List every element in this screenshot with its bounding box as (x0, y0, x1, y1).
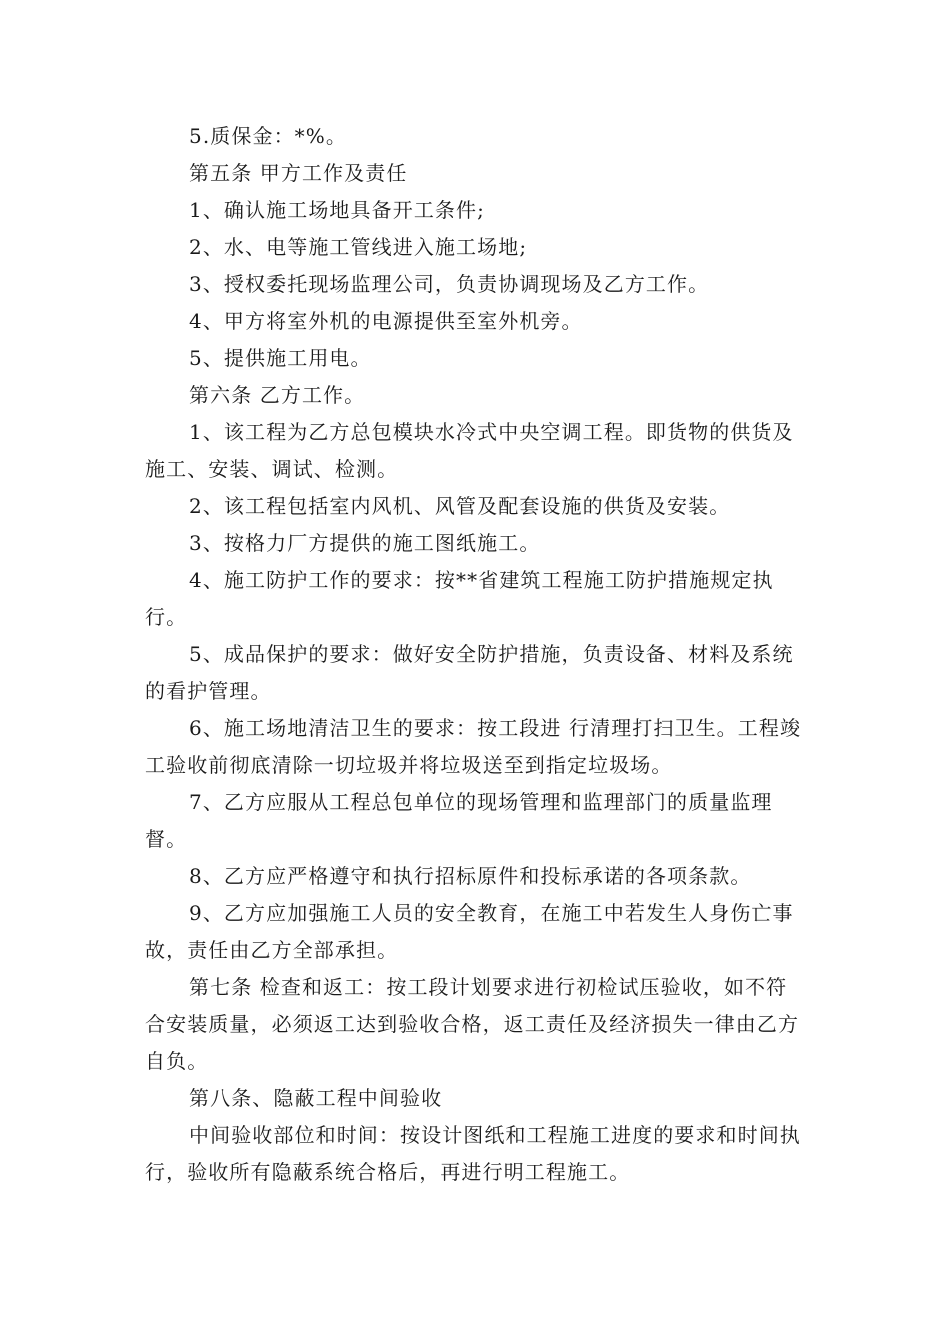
paragraph-a8-intermediate-inspection: 中间验收部位和时间：按设计图纸和工程施工进度的要求和时间执行，验收所有隐蔽系统合格后，再进行明工程施工。 (145, 1123, 801, 1184)
paragraph-a6-item-4: 4、施工防护工作的要求：按**省建筑工程施工防护措施规定执行。 (145, 568, 774, 629)
paragraph-a6-item-1: 1、该工程为乙方总包模块水冷式中央空调工程。即货物的供货及施工、安装、调试、检测。 (145, 420, 794, 481)
paragraph-a6-item-2: 2、该工程包括室内风机、风管及配套设施的供货及安装。 (189, 494, 731, 518)
heading-article-8: 第八条、隐蔽工程中间验收 (189, 1086, 443, 1110)
paragraph-a6-item-9: 9、乙方应加强施工人员的安全教育，在施工中若发生人身伤亡事故，责任由乙方全部承担。 (145, 901, 794, 962)
paragraph-a6-item-3: 3、按格力厂方提供的施工图纸施工。 (189, 531, 541, 555)
paragraph-warranty-deposit: 5.质保金：*%。 (189, 124, 347, 148)
paragraph-a6-item-5: 5、成品保护的要求：做好安全防护措施，负责设备、材料及系统的看护管理。 (145, 642, 794, 703)
heading-article-5: 第五条 甲方工作及责任 (189, 161, 408, 185)
paragraph-a6-item-7: 7、乙方应服从工程总包单位的现场管理和监理部门的质量监理督。 (145, 790, 773, 851)
paragraph-a5-item-2: 2、水、电等施工管线进入施工场地; (189, 235, 528, 259)
paragraph-a6-item-6: 6、施工场地清洁卫生的要求：按工段进 行清理打扫卫生。工程竣工验收前彻底清除一切垃圾并将垃圾送至到指定垃圾场。 (145, 716, 802, 777)
paragraph-a5-item-5: 5、提供施工用电。 (189, 346, 372, 370)
paragraph-a6-item-8: 8、乙方应严格遵守和执行招标原件和投标承诺的各项条款。 (189, 864, 752, 888)
heading-article-6: 第六条 乙方工作。 (189, 383, 366, 407)
document-body (145, 118, 807, 1191)
paragraph-article-7: 第七条 检查和返工：按工段计划要求进行初检试压验收，如不符合安装质量，必须返工达到验收合格，返工责任及经济损失一律由乙方自负。 (145, 975, 800, 1073)
paragraph-a5-item-3: 3、授权委托现场监理公司，负责协调现场及乙方工作。 (189, 272, 710, 296)
paragraph-a5-item-4: 4、甲方将室外机的电源提供至室外机旁。 (189, 309, 583, 333)
paragraph-a5-item-1: 1、确认施工场地具备开工条件; (189, 198, 485, 222)
